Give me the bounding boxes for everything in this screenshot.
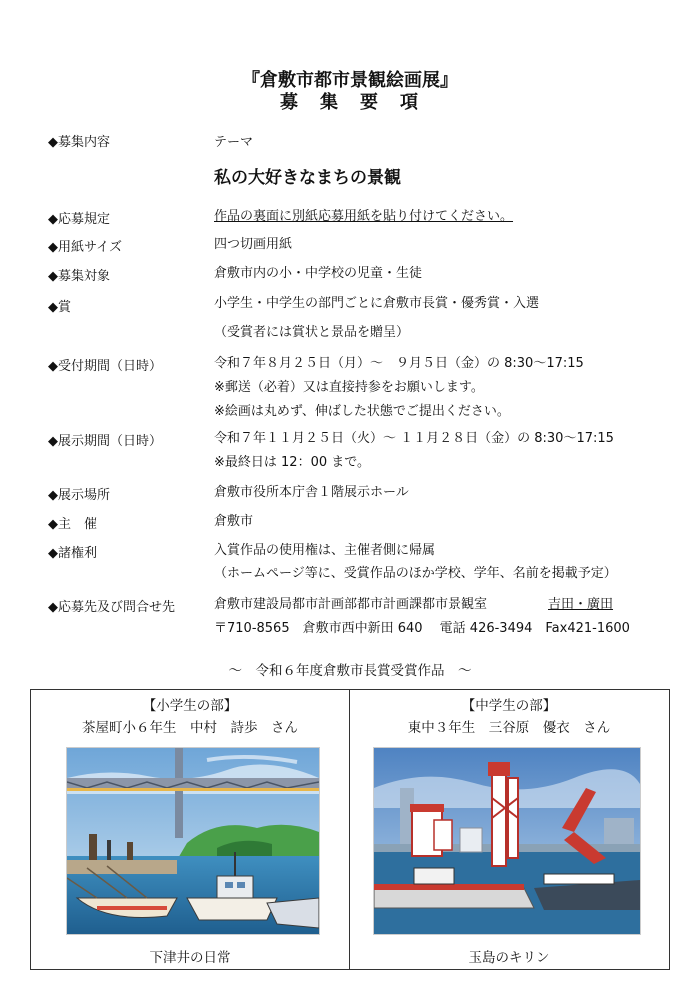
elementary-division: 【小学生の部】 [142,698,238,714]
junior-work-title: 玉島のキリン [468,950,550,966]
label-rules: ◆応募規定 [48,212,110,227]
label-rights: ◆諸権利 [48,546,97,561]
label-venue: ◆展示場所 [48,488,110,503]
page-title: 『倉敷市都市景観絵画展』 [242,70,458,91]
value-paper-size: 四つ切画用紙 [214,237,293,252]
value-rules: 作品の裏面に別紙応募用紙を貼り付けてください。 [214,209,514,224]
value-rights-2: （ホームページ等に、受賞作品のほか学校、学年、名前を掲載予定） [214,566,617,581]
value-awards-2: （受賞者には賞状と景品を贈呈） [214,325,410,340]
label-target: ◆募集対象 [48,269,110,284]
value-contact-dept: 倉敷市建設局都市計画部都市計画課都市景観室 [214,597,488,612]
value-contact-address: 〒710-8565 倉敷市西中新田 640 電話 426-3494 Fax421-1600 [214,621,630,636]
label-recruitment: ◆募集内容 [48,135,110,150]
label-reception-period: ◆受付期間（日時） [48,359,162,374]
value-rights-1: 入賞作品の使用権は、主催者側に帰属 [214,543,436,558]
page-subtitle: 募 集 要 項 [280,92,420,113]
elementary-student: 茶屋町小６年生 中村 詩歩 さん [82,720,298,736]
value-venue: 倉敷市役所本庁舎１階展示ホール [214,485,409,500]
value-awards-1: 小学生・中学生の部門ごとに倉敷市長賞・優秀賞・入選 [214,296,540,311]
value-exhibition-2: ※最終日は 12：00 まで。 [214,455,370,470]
value-reception-1: 令和７年８月２５日（月）～ ９月５日（金）の 8:30～17:15 [214,356,584,371]
value-contact-names: 吉田・廣田 [548,597,614,612]
painting-shimotsui [66,747,320,935]
value-organizer: 倉敷市 [214,514,254,529]
value-exhibition-1: 令和７年１１月２５日（火）～ １１月２８日（金）の 8:30～17:15 [214,431,614,446]
label-paper-size: ◆用紙サイズ [48,240,122,255]
painting-tamashima [373,747,641,935]
winners-heading: ～ 令和６年度倉敷市長賞受賞作品 ～ [228,663,472,679]
junior-student: 東中３年生 三谷原 優衣 さん [407,720,611,736]
label-contact: ◆応募先及び問合せ先 [48,600,175,615]
value-reception-2: ※郵送（必着）又は直接持参をお願いします。 [214,380,484,395]
label-awards: ◆賞 [48,300,71,315]
label-organizer: ◆主 催 [48,517,97,532]
value-reception-3: ※絵画は丸めず、伸ばした状態でご提出ください。 [214,404,510,419]
elementary-work-title: 下津井の日常 [149,950,231,966]
label-exhibition-period: ◆展示期間（日時） [48,434,162,449]
theme-text: 私の大好きなまちの景観 [214,168,401,188]
value-recruitment: テーマ [214,135,254,150]
value-target: 倉敷市内の小・中学校の児童・生徒 [214,266,423,281]
junior-division: 【中学生の部】 [461,698,557,714]
